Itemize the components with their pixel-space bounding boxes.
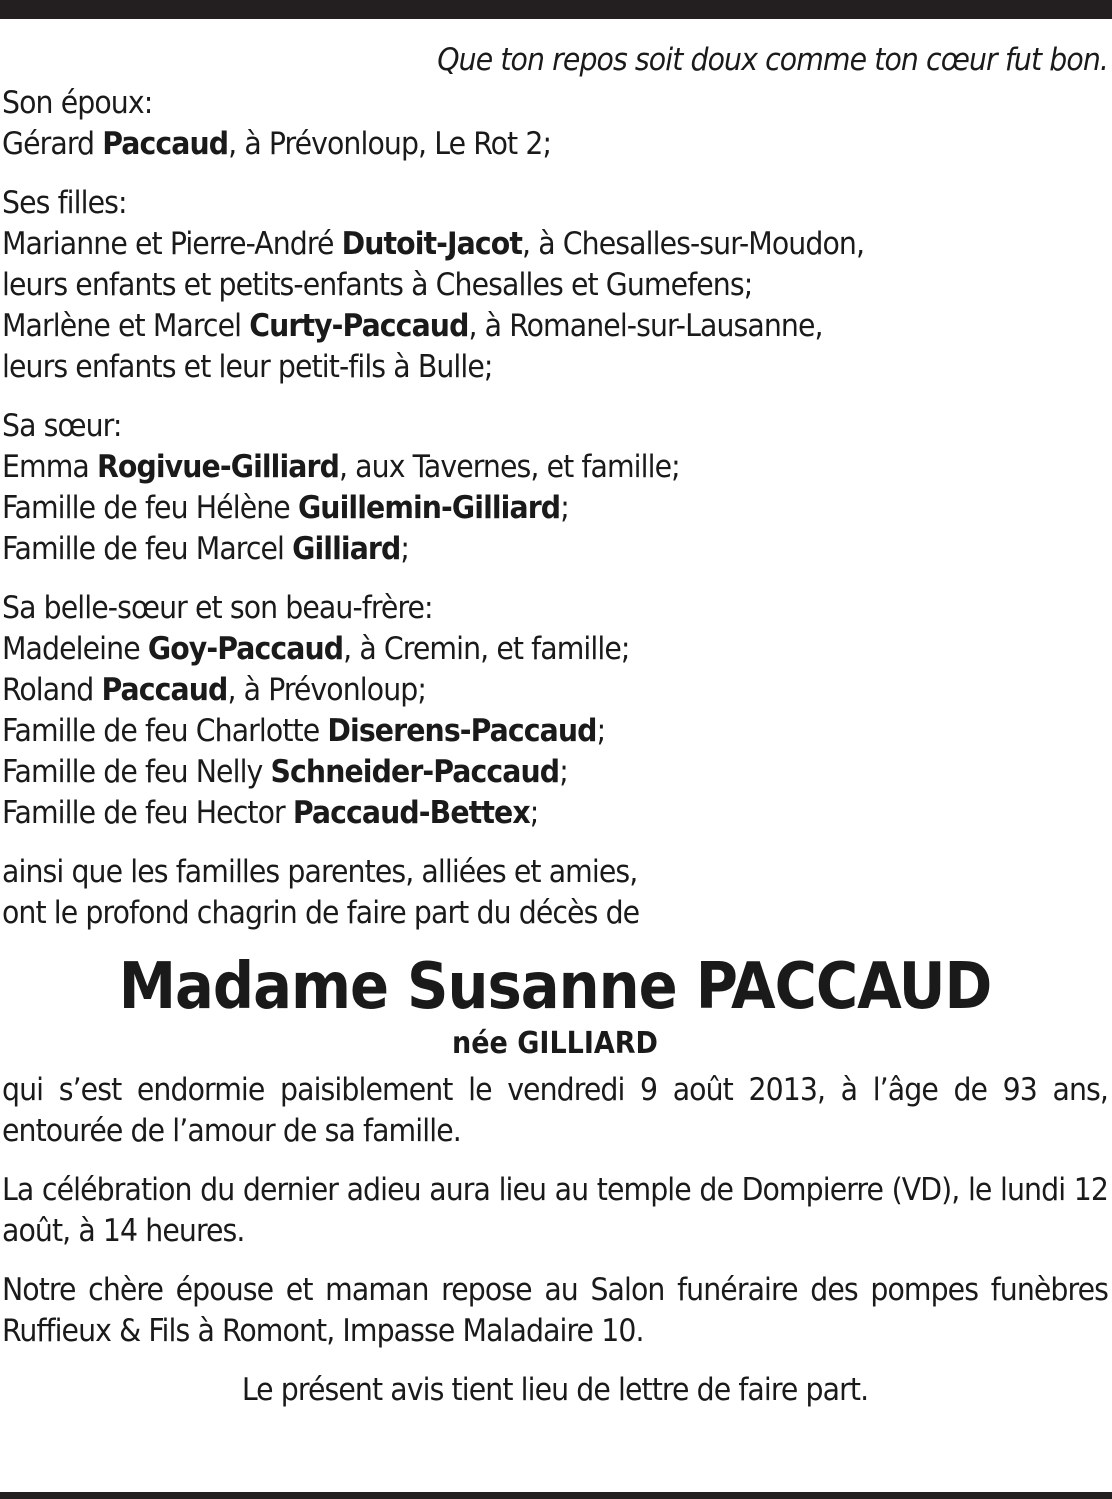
family-member-line [2,629,1108,670]
family-surname: Paccaud [101,672,228,708]
family-surname: Guillemin-Gilliard [297,490,561,526]
family-surname: Schneider-Paccaud [270,754,560,790]
member-suffix: ; [596,713,606,749]
group-heading: Ses filles: [2,185,127,221]
member-prefix: leurs enfants et petits-enfants à Chesalles et Gumefens; [2,267,753,303]
family-surname: Curty-Paccaud [249,308,469,344]
member-prefix: Roland [2,672,102,708]
group-heading: Sa belle-sœur et son beau-frère: [2,590,433,626]
member-suffix: , à Cremin, et famille; [343,631,630,667]
member-prefix: Famille de feu Marcel [2,531,293,567]
family-surname: Rogivue-Gilliard [96,449,339,485]
family-member-line [2,711,1108,752]
group-heading: Sa sœur: [2,408,122,444]
announcement [2,852,1108,934]
obituary-notice [2,40,1108,1411]
member-prefix: leurs enfants et leur petit-fils à Bulle; [2,349,493,385]
family-group [2,588,1108,834]
member-suffix: ; [400,531,410,567]
family-member-line [2,265,1108,306]
member-prefix: Gérard [2,126,103,162]
family-member-line [2,752,1108,793]
member-suffix: , à Romanel-sur-Lausanne, [468,308,823,344]
family-member-line [2,529,1108,570]
announcement-line: ont le profond chagrin de faire part du décès de [2,895,640,931]
member-prefix: Madeleine [2,631,148,667]
member-suffix: ; [529,795,539,831]
member-prefix: Famille de feu Hector [2,795,293,831]
family-member-line [2,224,1108,265]
member-suffix: , à Prévonloup; [227,672,427,708]
family-group [2,183,1108,388]
family-member-line [2,447,1108,488]
footer-note: Le présent avis tient lieu de lettre de faire part. [241,1372,869,1408]
member-prefix: Emma [2,449,97,485]
member-prefix: Famille de feu Hélène [2,490,298,526]
member-prefix: Famille de feu Charlotte [2,713,328,749]
family-surname: Gilliard [292,531,401,567]
member-suffix: ; [559,754,568,790]
family-member-line [2,124,1108,165]
announcement-line: ainsi que les familles parentes, alliées et amies, [2,854,638,890]
family-surname: Dutoit-Jacot [341,226,523,262]
family-surname: Paccaud-Bettex [292,795,530,831]
ceremony-paragraph: La célébration du dernier adieu aura lieu au temple de Dompierre (VD), le lundi 12 août, à 14 heures. [2,1172,1108,1249]
bottom-rule [0,1492,1112,1499]
family-member-line [2,306,1108,347]
family-member-line [2,347,1108,388]
family-surname: Diserens-Paccaud [327,713,597,749]
member-prefix: Marianne et Pierre-André [2,226,342,262]
top-rule [0,0,1112,19]
family-surname: Paccaud [102,126,229,162]
resting-place-paragraph: Notre chère épouse et maman repose au Salon funéraire des pompes funèbres Ruffieux & Fils à Romont, Impasse Maladaire 10. [2,1272,1108,1349]
member-suffix: , à Chesalles-sur-Moudon, [522,226,865,262]
member-prefix: Famille de feu Nelly [2,754,271,790]
member-prefix: Marlène et Marcel [2,308,250,344]
group-heading: Son époux: [2,85,153,121]
family-group [2,83,1108,165]
deceased-name: Madame Susanne PACCAUD [118,950,992,1024]
maiden-name: née GILLIARD [452,1026,658,1061]
family-surname: Goy-Paccaud [147,631,344,667]
family-group [2,406,1108,570]
family-member-line [2,793,1108,834]
motto: Que ton repos soit doux comme ton cœur fut bon. [437,42,1108,78]
family-member-line [2,488,1108,529]
family-list [2,83,1108,834]
member-suffix: , aux Tavernes, et famille; [338,449,680,485]
family-member-line [2,670,1108,711]
death-paragraph: qui s’est endormie paisiblement le vendredi 9 août 2013, à l’âge de 93 ans, entourée de l’amour de sa famille. [2,1072,1108,1149]
member-suffix: , à Prévonloup, Le Rot 2; [228,126,552,162]
member-suffix: ; [560,490,569,526]
